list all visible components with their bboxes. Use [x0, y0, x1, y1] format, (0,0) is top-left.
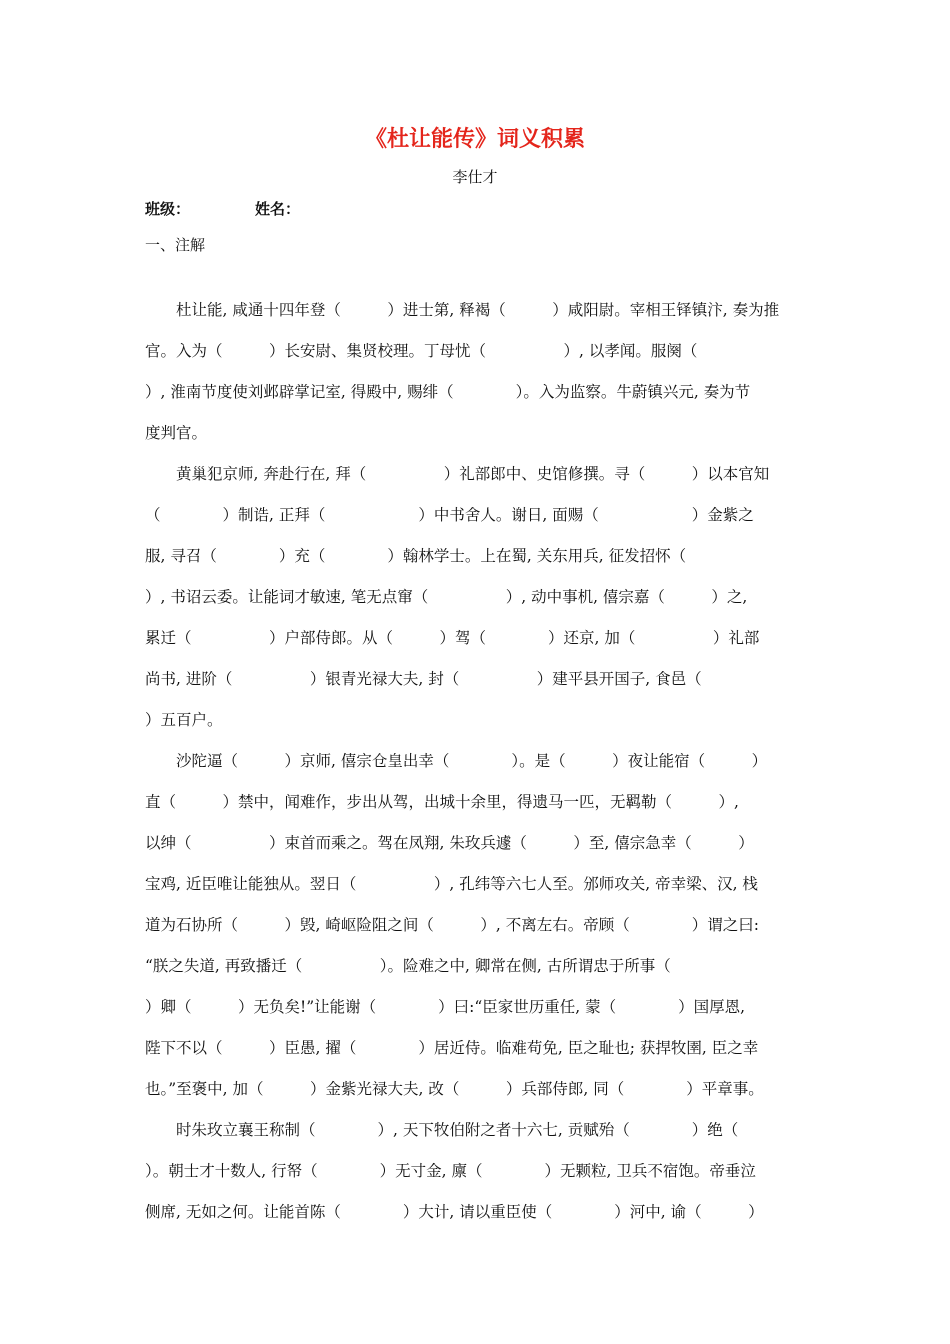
text-line: 以绅（ ）束首而乘之。驾在凤翔, 朱玫兵遽（ ）至, 僖宗急幸（ ）	[145, 834, 754, 852]
text-line: 官。入为（ ）长安尉、集贤校理。丁母忧（ ）, 以孝闻。服阕（	[145, 342, 760, 360]
text-line: 陛下不以（ ）臣愚, 擢（ ）居近侍。临难苟免, 臣之耻也; 获捍牧圉, 臣之幸	[145, 1039, 759, 1057]
text-line: “朕之失道, 再致播迁（ ）。险难之中, 卿常在侧, 古所谓忠于所事（	[145, 957, 749, 975]
text-line: 沙陀逼（ ）京师, 僖宗仓皇出幸（ ）。是（ ）夜让能宿（ ）	[176, 752, 768, 770]
text-line: 尚书, 进阶（ ）银青光禄大夫, 封（ ）建平县开国子, 食邑（	[145, 670, 764, 688]
page-title: 《杜让能传》词义积累	[364, 127, 585, 152]
text-line: ）卿（ ）无负矣!”让能谢（ ）曰:“臣家世历重任, 蒙（ ）国厚恩,	[145, 998, 746, 1016]
text-line: ）, 淮南节度使刘邺辟掌记室, 得殿中, 赐绯（ ）。入为监察。牛蔚镇兴元, 奏为节	[145, 383, 751, 401]
text-line: ）。朝士才十数人, 行帑（ ）无寸金, 廪（ ）无颗粒, 卫兵不宿饱。帝垂泣	[145, 1162, 756, 1180]
class-label: 班级：	[145, 200, 191, 218]
text-line: 黄巢犯京师, 奔赴行在, 拜（ ）礼部郎中、史馆修撰。寻（ ）以本官知	[176, 465, 770, 483]
author-name: 李仕才	[452, 168, 498, 186]
section-heading: 一、注解	[145, 236, 206, 254]
text-line: ）, 书诏云委。让能词才敏速, 笔无点窜（ ）, 动中事机, 僖宗嘉（ ）之,	[145, 588, 748, 606]
text-line: 服, 寻召（ ）充（ ）翰林学士。上在蜀, 关东用兵, 征发招怀（	[145, 547, 764, 565]
text-line: 宝鸡, 近臣唯让能独从。翌日（ ）, 孔纬等六七人至。邠师攻关, 帝幸梁、汉, 栈	[145, 875, 758, 893]
text-line: 累迁（ ）户部侍郎。从（ ）驾（ ）还京, 加（ ）礼部	[145, 629, 760, 647]
text-line: 时朱玫立襄王称制（ ）, 天下牧伯附之者十六七, 贡赋殆（ ）绝（	[176, 1121, 770, 1139]
text-line: 度判官。	[145, 424, 208, 442]
name-label: 姓名：	[255, 200, 301, 218]
exercise-text	[145, 290, 807, 1233]
text-line: （ ）制诰, 正拜（ ）中书舍人。谢日, 面赐（ ）金紫之	[145, 506, 754, 524]
text-line: 也。”至褒中, 加（ ）金紫光禄大夫, 改（ ）兵部侍郎, 同（ ）平章事。	[145, 1080, 764, 1098]
text-line: 侧席, 无如之何。让能首陈（ ）大计, 请以重臣使（ ）河中, 谕（ ）	[145, 1203, 764, 1221]
text-line: 杜让能, 咸通十四年登（ ）进士第, 释褐（ ）咸阳尉。宰相王铎镇汴, 奏为推	[176, 301, 780, 319]
text-line: 直（ ）禁中，闻难作，步出从驾，出城十余里，得遗马一匹，无羁勒（ ）,	[145, 793, 739, 811]
text-line: ）五百户。	[145, 711, 223, 729]
student-info-row	[145, 198, 300, 219]
text-line: 道为石协所（ ）毁, 崎岖险阻之间（ ）, 不离左右。帝顾（ ）谓之曰:	[145, 916, 759, 934]
